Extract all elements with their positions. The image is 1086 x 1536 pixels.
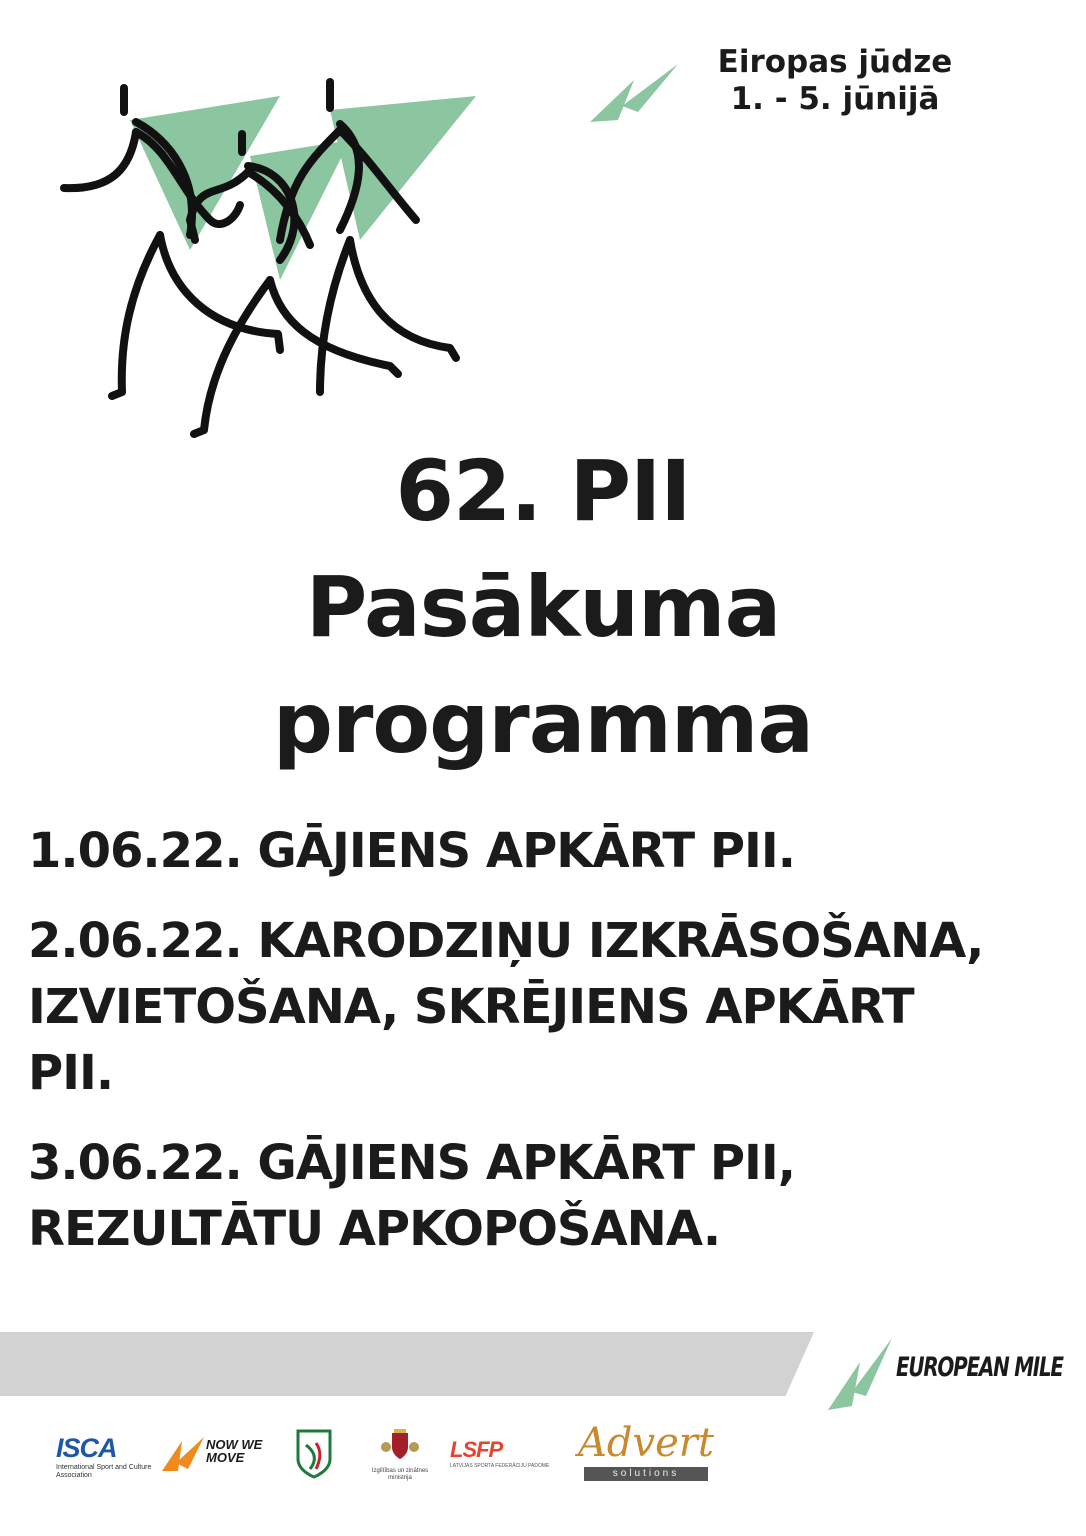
schedule-line: REZULTĀTU APKOPOŠANA. xyxy=(28,1201,721,1257)
event-info xyxy=(680,44,990,118)
lsfp-subtitle: LATVIJAS SPORTA FEDERĀCIJU PADOME xyxy=(450,1463,550,1469)
lsfp-logo xyxy=(450,1437,549,1469)
schedule-item xyxy=(28,818,1068,884)
three-runners-illustration xyxy=(50,70,490,450)
lsa-shield-icon xyxy=(296,1429,332,1479)
schedule-line: IZVIETOŠANA, SKRĒJIENS APKĀRT xyxy=(28,979,914,1035)
european-mile-brand: EUROPEAN MILE xyxy=(896,1352,1063,1383)
schedule-line: 3.06.22. GĀJIENS APKĀRT PII, xyxy=(28,1135,795,1191)
european-mile-logo-icon xyxy=(826,1336,896,1412)
title-line-2: Pasākuma xyxy=(305,558,781,656)
schedule-line: 1.06.22. GĀJIENS APKĀRT PII. xyxy=(28,823,795,879)
isca-subtitle: International Sport and Culture Association xyxy=(56,1464,152,1479)
sponsor-logos xyxy=(50,1415,750,1505)
now-we-move-arrow-icon xyxy=(162,1435,206,1475)
page-title xyxy=(0,433,1086,781)
advert-subtitle: solutions xyxy=(584,1467,708,1481)
lsfp-mark: LSFP xyxy=(450,1437,503,1462)
european-mile-arrow-icon xyxy=(588,60,680,126)
ministry-logo xyxy=(368,1429,432,1482)
lsa-logo xyxy=(296,1429,332,1484)
ministry-subtitle: Izglītības un zinātnes ministrija xyxy=(371,1468,429,1481)
title-line-1: 62. PII xyxy=(395,442,691,540)
latvia-coat-of-arms-icon xyxy=(380,1429,420,1463)
schedule-item xyxy=(28,908,1068,1106)
schedule-line: PII. xyxy=(28,1045,114,1101)
event-name: Eiropas jūdze xyxy=(717,44,953,80)
schedule-line: 2.06.22. KARODZIŅU IZKRĀSOŠANA, xyxy=(28,913,984,969)
advert-mark: Advert xyxy=(578,1420,714,1466)
title-line-3: programma xyxy=(272,674,814,772)
schedule-list xyxy=(28,818,1068,1286)
now-we-move-text: NOW WE MOVE xyxy=(206,1437,263,1465)
event-dates: 1. - 5. jūnijā xyxy=(730,81,940,118)
footer-band xyxy=(0,1332,814,1396)
advert-solutions-logo xyxy=(578,1419,718,1481)
isca-logo xyxy=(56,1433,156,1480)
schedule-item xyxy=(28,1130,1068,1262)
isca-mark: ISCA xyxy=(56,1433,117,1463)
now-we-move-logo xyxy=(162,1435,282,1475)
